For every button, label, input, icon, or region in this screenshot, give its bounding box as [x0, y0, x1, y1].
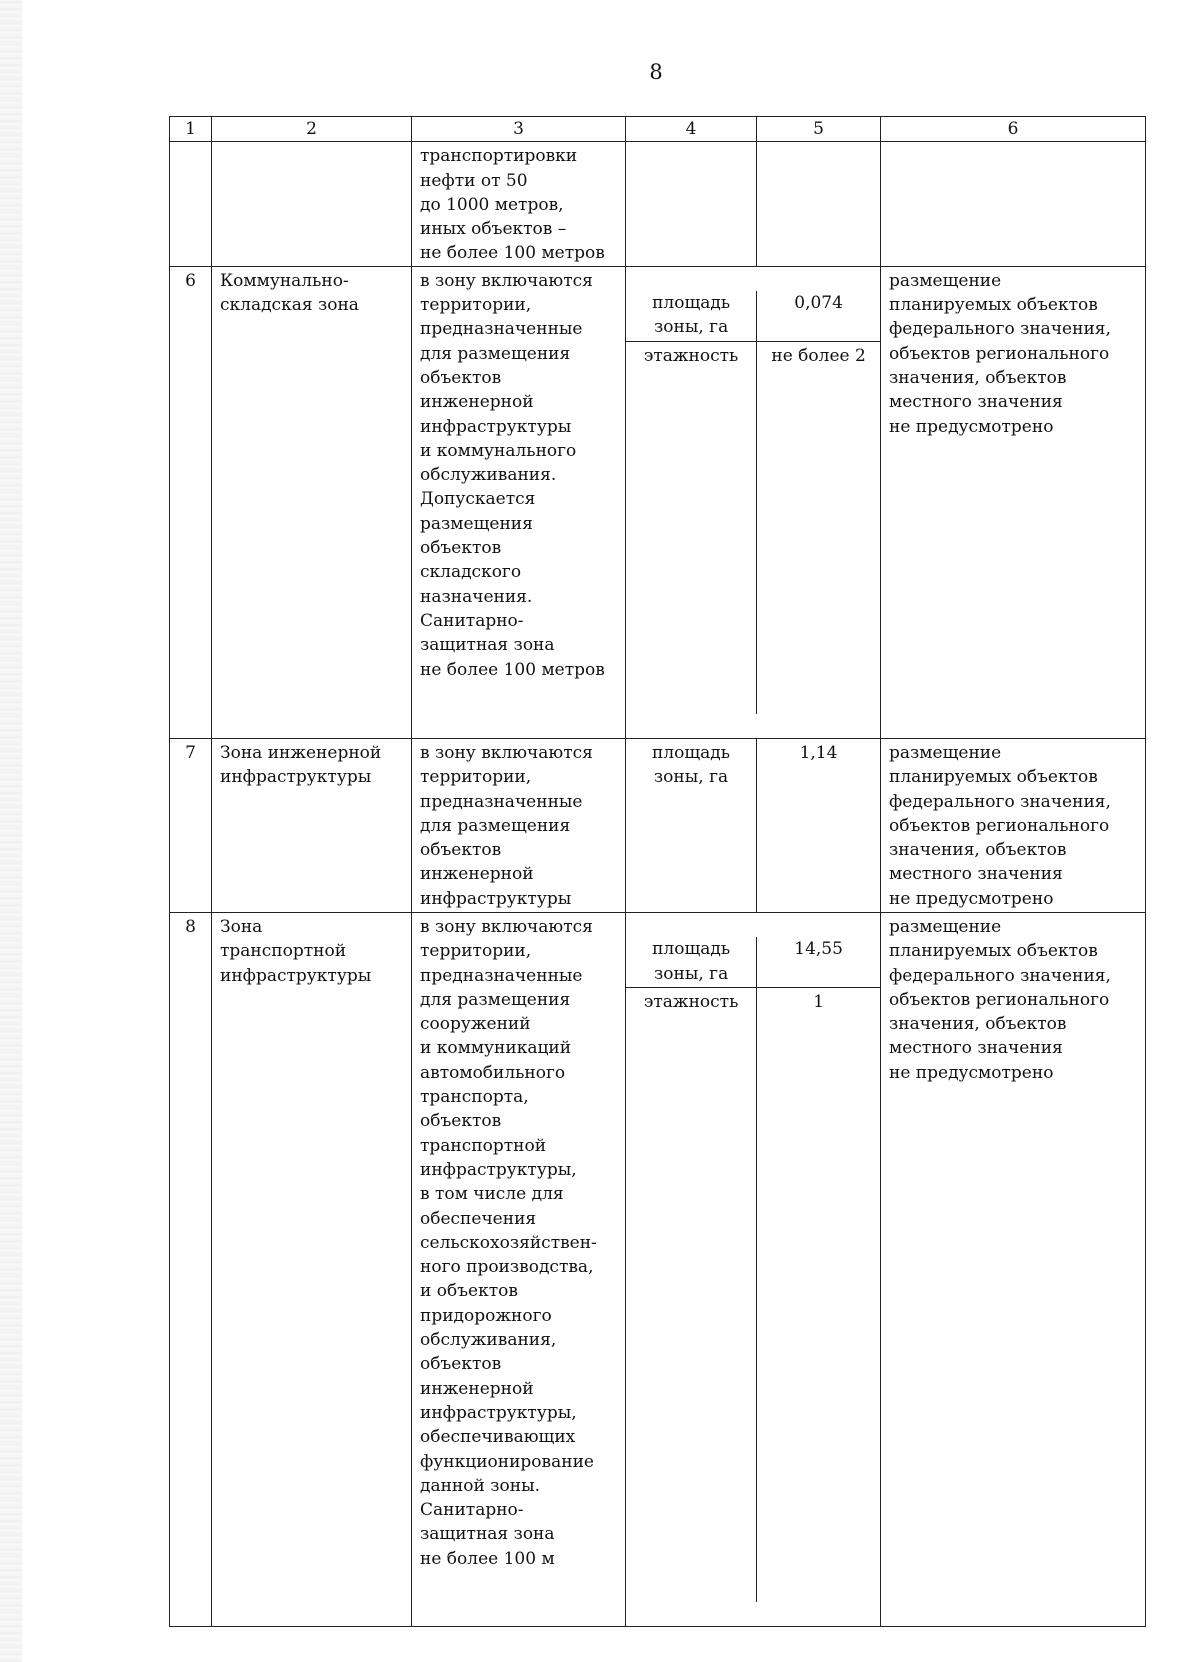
functional-note: размещение планируемых объектов федерального значения, объектов регионального значения, объектов местного значения не предусмотрено: [881, 738, 1146, 912]
indicator-name: площадь зоны, га: [626, 937, 757, 987]
column-header: 5: [757, 117, 881, 142]
page-number: 8: [649, 60, 663, 84]
zone-description: в зону включаются территории, предназначенные для размещения объектов инженерной инфраструктуры и коммунального обслуживания. Допускается размещения объектов складского назначения. Санитарно- защитная зона не более 100 метров: [412, 266, 626, 738]
zones-table: [169, 116, 1146, 1627]
indicators-table: [626, 291, 880, 714]
indicator-name: [626, 142, 757, 266]
zone-name: [212, 142, 412, 266]
row-number: [170, 142, 212, 266]
scan-edge-artifact: [0, 0, 22, 1662]
zone-description: транспортировки нефти от 50 до 1000 метров, иных объектов – не более 100 метров: [412, 142, 626, 266]
indicators-table: [626, 937, 880, 1602]
functional-note: размещение планируемых объектов федерального значения, объектов регионального значения, объектов местного значения не предусмотрено: [881, 912, 1146, 1626]
row-number: 7: [170, 738, 212, 912]
column-header: 4: [626, 117, 757, 142]
table-row: [170, 142, 1146, 266]
indicator-name: площадь зоны, га: [626, 291, 757, 341]
column-header: 6: [881, 117, 1146, 142]
zone-name: Коммунально- складская зона: [212, 266, 412, 738]
indicator-name: этажность: [626, 341, 757, 714]
zone-name: Зона транспортной инфраструктуры: [212, 912, 412, 1626]
indicator-value: 0,074: [757, 291, 880, 341]
table-row: [170, 738, 1146, 912]
zone-name: Зона инженерной инфраструктуры: [212, 738, 412, 912]
table-header-row: [170, 117, 1146, 142]
indicators-cell: [626, 266, 881, 738]
indicator-value: 1: [813, 991, 825, 1012]
column-header: 2: [212, 117, 412, 142]
indicator-name: площадь зоны, га: [626, 738, 757, 912]
indicators-cell: [626, 912, 881, 1626]
table-row: [170, 912, 1146, 1626]
functional-note: размещение планируемых объектов федерального значения, объектов регионального значения, объектов местного значения не предусмотрено: [881, 266, 1146, 738]
indicator-value: 14,55: [757, 937, 880, 987]
indicator-value: [757, 142, 881, 266]
zone-description: в зону включаются территории, предназначенные для размещения сооружений и коммуникаций автомобильного транспорта, объектов транспортной инфраструктуры, в том числе для обеспечения сельскохозяйствен- ного производства, и объектов придорожного обслуживания, объектов инженерной инфраструктуры, обеспечивающих функционирование данной зоны. Санитарно- защитная зона не более 100 м: [412, 912, 626, 1626]
table-row: [170, 266, 1146, 738]
zone-description: в зону включаются территории, предназначенные для размещения объектов инженерной инфраструктуры: [412, 738, 626, 912]
indicator-value: 1,14: [757, 738, 881, 912]
column-header: 3: [412, 117, 626, 142]
indicator-name: этажность: [626, 987, 757, 1602]
column-header: 1: [170, 117, 212, 142]
indicator-value: не более 2: [771, 345, 866, 366]
functional-note: [881, 142, 1146, 266]
row-number: 8: [170, 912, 212, 1626]
row-number: 6: [170, 266, 212, 738]
